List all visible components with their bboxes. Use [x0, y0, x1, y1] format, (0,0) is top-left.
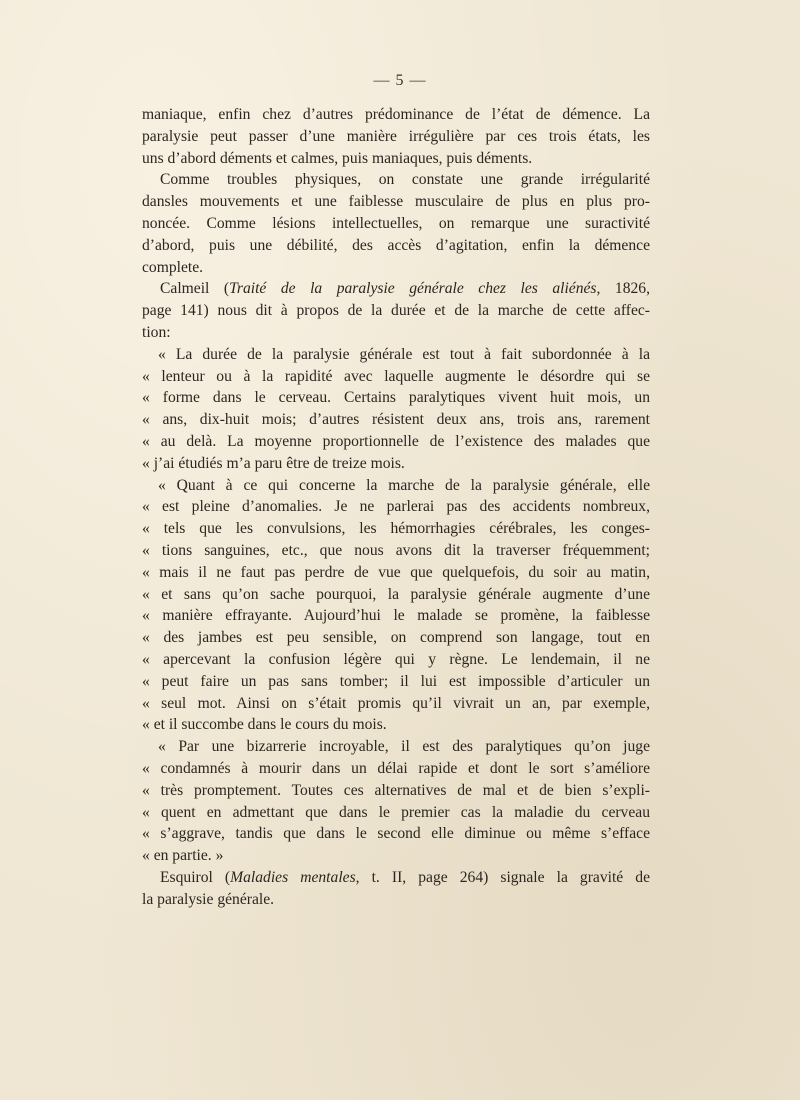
text-line: uns d’abord déments et calmes, puis maniaques, puis déments.: [142, 149, 533, 167]
text-line: « condamnés à mourir dans un délai rapide et dont le sort s’améliore: [142, 759, 650, 777]
text-line: complete.: [142, 258, 204, 276]
text-line: « et sans qu’on sache pourquoi, la paralysie générale augmente d’une: [142, 585, 650, 603]
text-line: paralysie peut passer d’une manière irrégulière par ces trois états, les: [142, 127, 650, 145]
text-line: « j’ai étudiés m’a paru être de treize mois.: [142, 454, 405, 472]
text-line: Esquirol (Maladies mentales, t. II, page 264) signale la gravité de: [160, 868, 650, 886]
text-line: la paralysie générale.: [142, 890, 275, 908]
text-line: « très promptement. Toutes ces alternatives de mal et de bien s’expli-: [142, 781, 650, 799]
text-line: « au delà. La moyenne proportionnelle de l’existence des malades que: [142, 432, 650, 450]
text-line: noncée. Comme lésions intellectuelles, on remarque une suractivité: [142, 214, 650, 232]
body-text: [142, 104, 650, 910]
text-line: maniaque, enfin chez d’autres prédominance de l’état de démence. La: [142, 106, 650, 123]
text-line: d’abord, puis une débilité, des accès d’agitation, enfin la démence: [142, 236, 650, 254]
text-line: « tions sanguines, etc., que nous avons dit la traverser fréquemment;: [142, 541, 650, 559]
text-line: « tels que les convulsions, les hémorrhagies cérébrales, les conges-: [142, 520, 650, 538]
text-line: « peut faire un pas sans tomber; il lui est impossible d’articuler un: [142, 672, 650, 690]
text-line: « des jambes est peu sensible, on comprend son langage, tout en: [142, 629, 650, 647]
text-line: « mais il ne faut pas perdre de vue que quelquefois, du soir au matin,: [142, 563, 650, 581]
text-line: Calmeil (Traité de la paralysie générale chez les aliénés, 1826,: [160, 280, 650, 298]
text-line: « apercevant la confusion légère qui y règne. Le lendemain, il ne: [142, 650, 650, 668]
text-line: « Par une bizarrerie incroyable, il est des paralytiques qu’on juge: [158, 738, 650, 756]
text-line: « forme dans le cerveau. Certains paralytiques vivent huit mois, un: [142, 389, 650, 407]
text-line: « lenteur ou à la rapidité avec laquelle augmente le désordre qui se: [142, 367, 650, 385]
text-line: tion:: [142, 323, 171, 341]
text-line: dansles mouvements et une faiblesse musculaire de plus en plus pro-: [142, 193, 650, 211]
text-line: « est pleine d’anomalies. Je ne parlerai pas des accidents nombreux,: [142, 498, 650, 516]
text-line: « en partie. »: [142, 847, 224, 865]
page-number: — 5 —: [373, 72, 427, 89]
text-line: « manière effrayante. Aujourd’hui le malade se promène, la faiblesse: [142, 607, 650, 625]
text-line: « ans, dix-huit mois; d’autres résistent deux ans, trois ans, rarement: [142, 411, 650, 429]
text-line: « s’aggrave, tandis que dans le second elle diminue ou même s’efface: [142, 825, 650, 843]
text-line: « et il succombe dans le cours du mois.: [142, 716, 387, 734]
text-line: page 141) nous dit à propos de la durée et de la marche de cette affec-: [142, 302, 650, 320]
text-line: « Quant à ce qui concerne la marche de la paralysie générale, elle: [158, 476, 650, 494]
text-line: « quent en admettant que dans le premier cas la maladie du cerveau: [142, 803, 650, 821]
text-line: « La durée de la paralysie générale est tout à fait subordonnée à la: [158, 345, 650, 363]
text-line: « seul mot. Ainsi on s’était promis qu’il vivrait un an, par exemple,: [142, 694, 650, 712]
text-line: Comme troubles physiques, on constate une grande irrégularité: [160, 171, 650, 189]
